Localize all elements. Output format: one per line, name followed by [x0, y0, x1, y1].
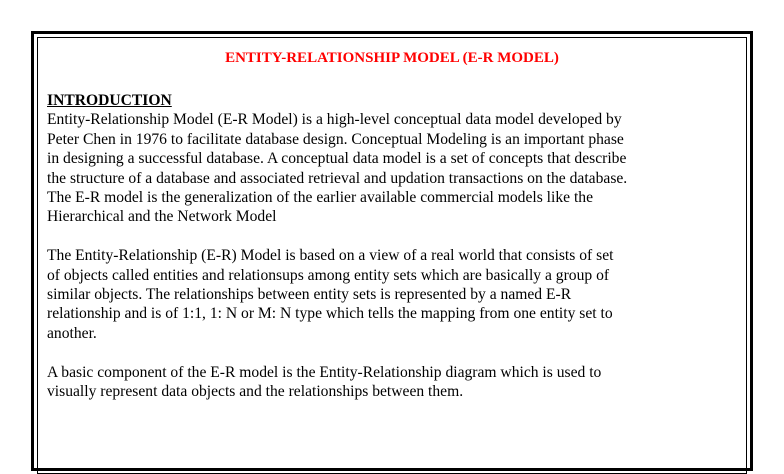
- document-title: ENTITY-RELATIONSHIP MODEL (E-R MODEL): [225, 50, 559, 66]
- document-body: [47, 91, 747, 401]
- paragraph-line: the structure of a database and associated retrieval and updation transactions on the database.: [47, 169, 628, 187]
- paragraph-line: The E-R model is the generalization of the earlier available commercial models like the: [47, 189, 593, 207]
- paragraph-line: relationship and is of 1:1, 1: N or M: N type which tells the mapping from one entity set to: [47, 305, 613, 323]
- paragraph-line: Hierarchical and the Network Model: [47, 208, 277, 226]
- paragraph-3: [47, 363, 747, 402]
- section-heading-introduction: INTRODUCTION: [47, 92, 172, 109]
- paragraph-2: [47, 246, 747, 343]
- paragraph-line: visually represent data objects and the relationships between them.: [47, 383, 464, 401]
- paragraph-line: The Entity-Relationship (E-R) Model is based on a view of a real world that consists of set: [47, 247, 614, 265]
- paragraph-line: Entity-Relationship Model (E-R Model) is a high-level conceptual data model developed by: [47, 111, 622, 129]
- paragraph-1: [47, 110, 747, 226]
- paragraph-line: similar objects. The relationships between entity sets is represented by a named E-R: [47, 286, 572, 304]
- paragraph-line: A basic component of the E-R model is the Entity-Relationship diagram which is used to: [47, 363, 602, 381]
- paragraph-line: another.: [47, 324, 97, 342]
- paragraph-line: Peter Chen in 1976 to facilitate database design. Conceptual Modeling is an important phase: [47, 130, 624, 148]
- paragraph-line: in designing a successful database. A conceptual data model is a set of concepts that describe: [47, 150, 627, 168]
- paragraph-line: of objects called entities and relationsups among entity sets which are basically a group of: [47, 266, 610, 284]
